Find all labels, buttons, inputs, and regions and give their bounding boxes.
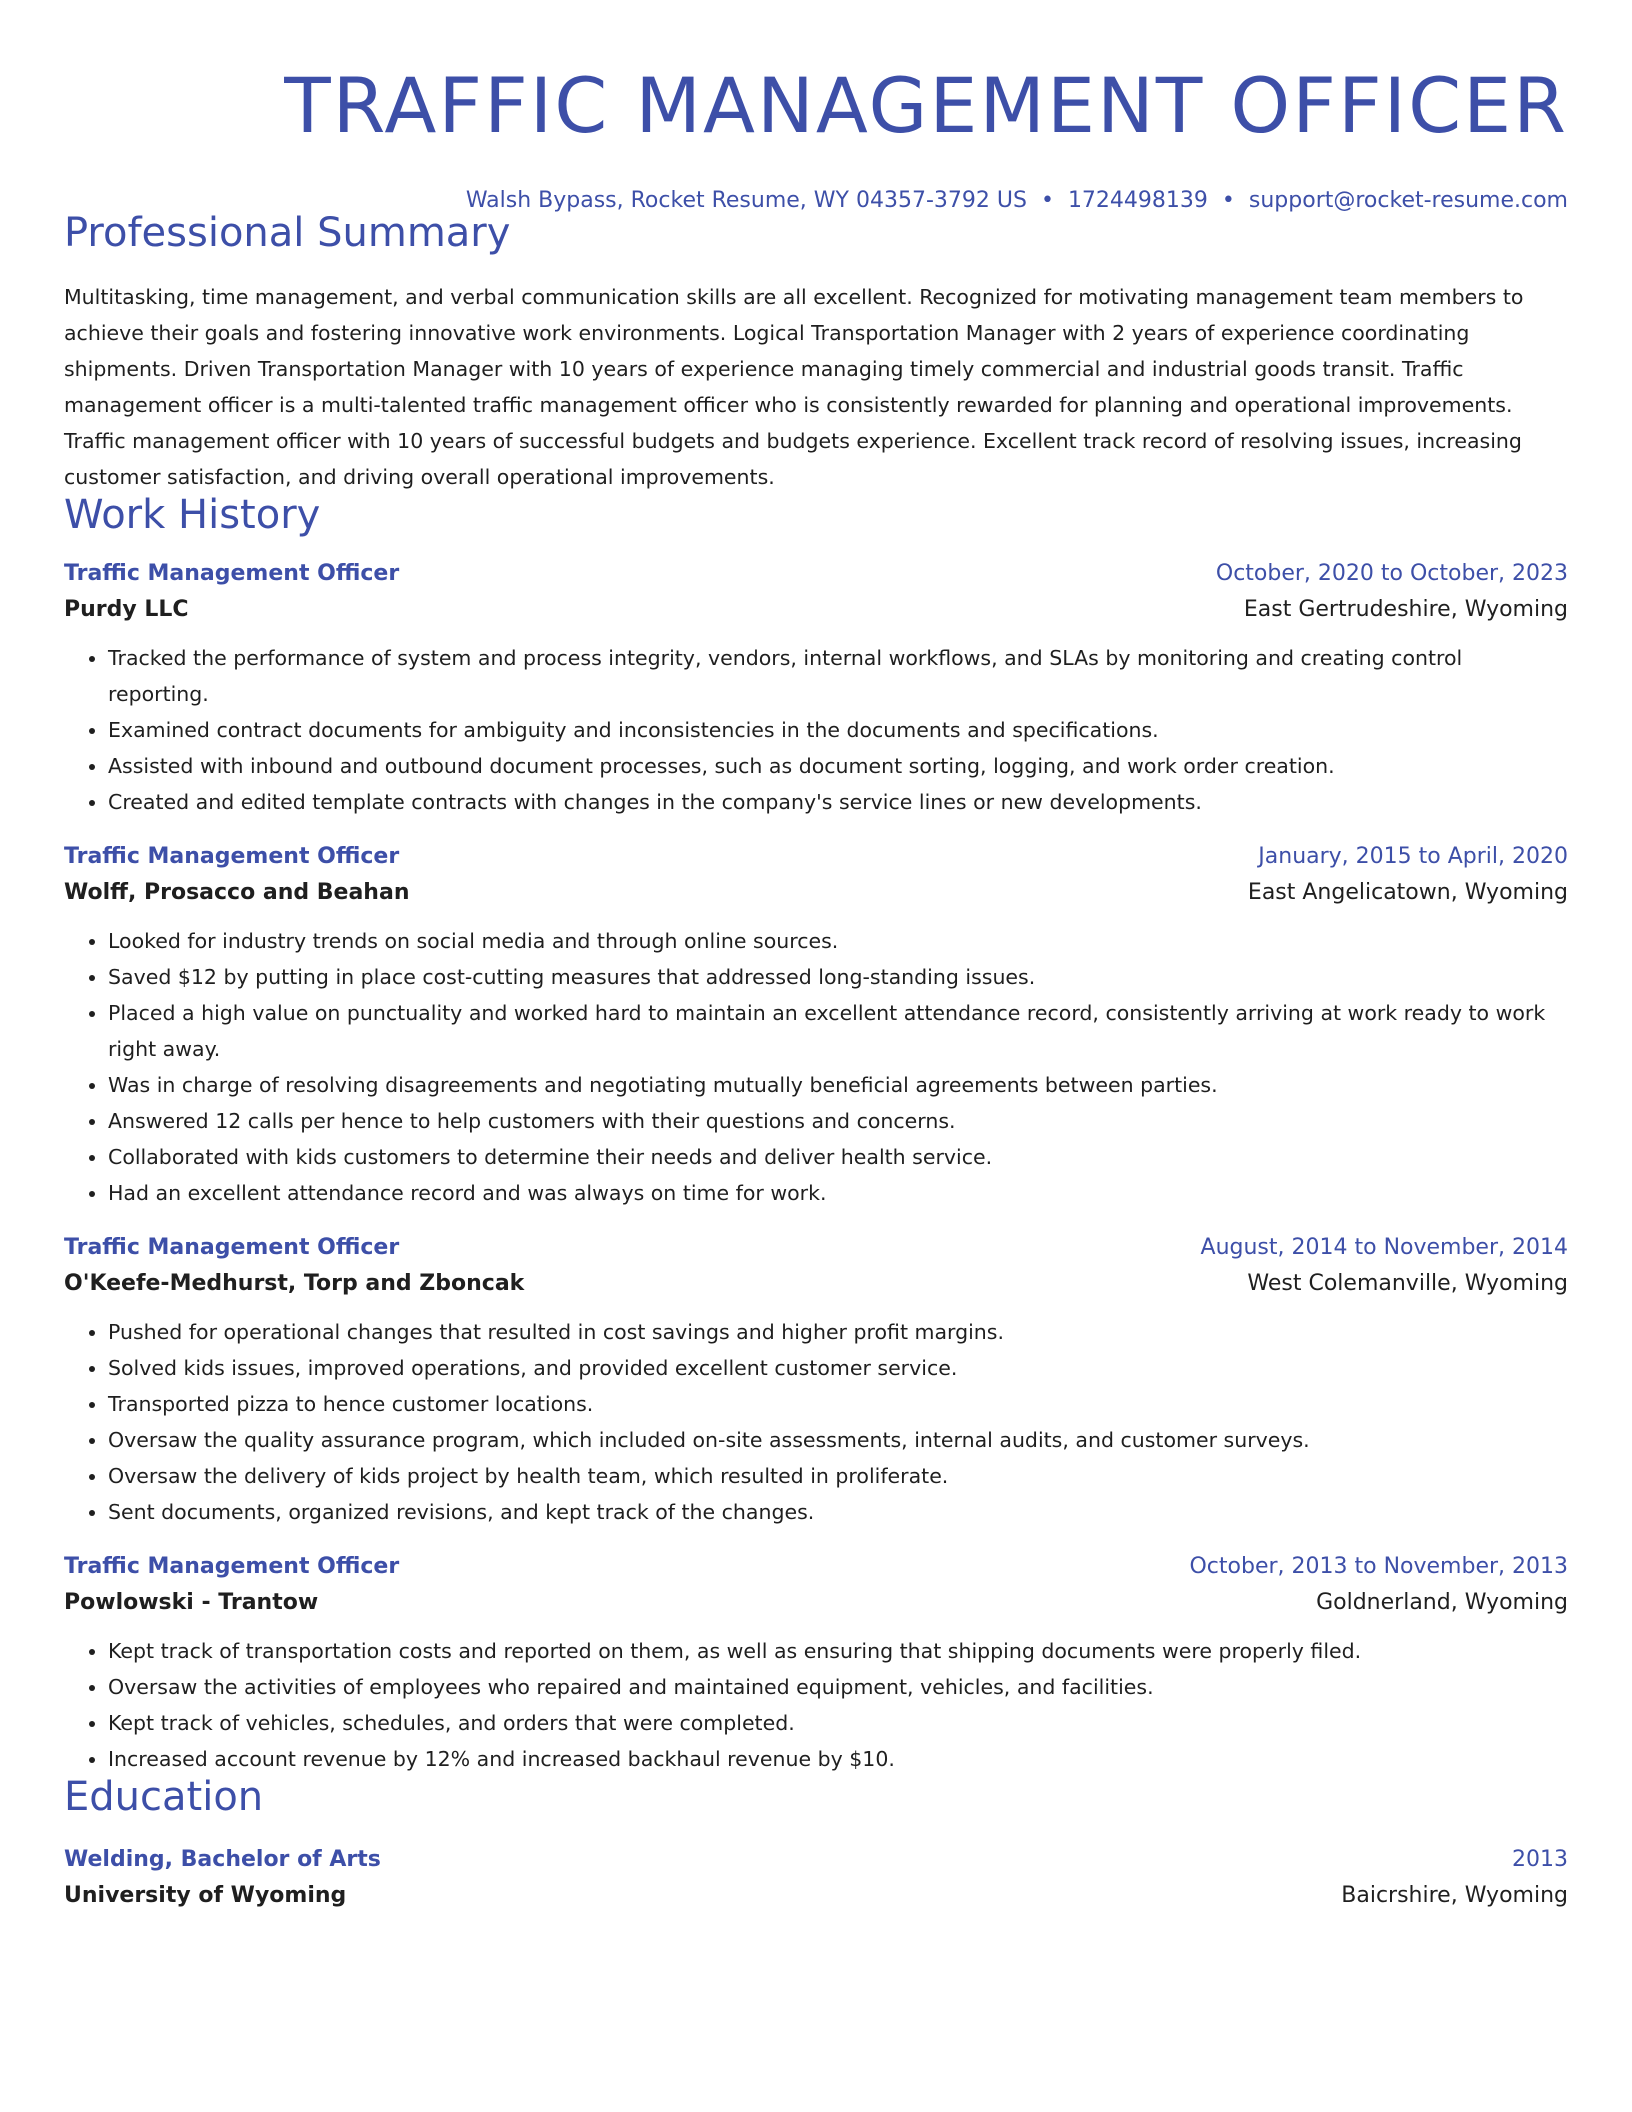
company-name: Purdy LLC — [64, 597, 189, 622]
job-location: West Colemanville, Wyoming — [1247, 1271, 1568, 1296]
job-header — [64, 844, 1568, 869]
bullet-item: • Increased account revenue by 12% and increased backhaul revenue by $10. — [108, 1741, 1568, 1777]
bullet-item: • Examined contract documents for ambiguity and inconsistencies in the documents and specifications. — [108, 712, 1568, 748]
job-header — [64, 561, 1568, 586]
bullet-item: • Looked for industry trends on social media and through online sources. — [108, 923, 1568, 959]
resume-name: TRAFFIC MANAGEMENT OFFICER — [284, 61, 1568, 150]
bullet-item: • Collaborated with kids customers to determine their needs and deliver health service. — [108, 1139, 1568, 1175]
job-bullets — [64, 640, 1568, 820]
bullet-item: • Was in charge of resolving disagreements and negotiating mutually beneficial agreements between parties. — [108, 1067, 1568, 1103]
bullet-item: • Pushed for operational changes that resulted in cost savings and higher profit margins. — [108, 1314, 1568, 1350]
degree-title: Welding, Bachelor of Arts — [64, 1847, 381, 1872]
school-location: Baicrshire, Wyoming — [1341, 1883, 1568, 1908]
job-header — [64, 1554, 1568, 1579]
education-header — [64, 1847, 1568, 1872]
job-dates: October, 2020 to October, 2023 — [1215, 561, 1568, 586]
bullet-item: • Tracked the performance of system and process integrity, vendors, internal workflows, and SLAs by monitoring and creating control reporting. — [108, 640, 1568, 712]
job-entry — [64, 561, 1568, 820]
bullet-item: • Oversaw the delivery of kids project by health team, which resulted in proliferate. — [108, 1458, 1568, 1494]
job-bullets — [64, 923, 1568, 1211]
bullet-item: • Placed a high value on punctuality and worked hard to maintain an excellent attendance record, consistently arriving at work ready to work right away. — [108, 995, 1568, 1067]
summary-text: Multitasking, time management, and verbal communication skills are all excellent. Recognized for motivating management team members to achieve their goals and fostering innovative work environments. Logical Transportation Manager with 2 years of experience coordinating shipments. Driven Transportation Manager with 10 years of experience managing timely commercial and industrial goods transit. Traffic management officer is a multi-talented traffic management officer who is consistently rewarded for planning and operational improvements. Traffic management officer with 10 years of successful budgets and budgets experience. Excellent track record of resolving issues, increasing customer satisfaction, and driving overall operational improvements. — [64, 285, 1524, 489]
job-subheader — [64, 597, 1568, 622]
contact-separator: • — [1040, 188, 1054, 213]
job-entry — [64, 1554, 1568, 1777]
bullet-item: • Answered 12 calls per hence to help customers with their questions and concerns. — [108, 1103, 1568, 1139]
company-name: Wolff, Prosacco and Beahan — [64, 880, 410, 905]
job-dates: August, 2014 to November, 2014 — [1200, 1235, 1568, 1260]
summary-heading: Professional Summary — [64, 210, 511, 256]
job-location: Goldnerland, Wyoming — [1316, 1590, 1568, 1615]
job-title: Traffic Management Officer — [64, 561, 400, 586]
contact-address: Walsh Bypass, Rocket Resume, WY 04357-3792 US — [465, 188, 1027, 213]
job-subheader — [64, 880, 1568, 905]
bullet-item: • Created and edited template contracts with changes in the company's service lines or new developments. — [108, 784, 1568, 820]
bullet-item: • Sent documents, organized revisions, and kept track of the changes. — [108, 1494, 1568, 1530]
job-entry — [64, 844, 1568, 1211]
contact-email[interactable]: support@rocket-resume.com — [1248, 188, 1568, 213]
job-bullets — [64, 1633, 1568, 1777]
company-name: Powlowski - Trantow — [64, 1590, 319, 1615]
job-dates: January, 2015 to April, 2020 — [1258, 844, 1568, 869]
job-title: Traffic Management Officer — [64, 844, 400, 869]
education-entry — [64, 1847, 1568, 1908]
job-subheader — [64, 1271, 1568, 1296]
job-title: Traffic Management Officer — [64, 1235, 400, 1260]
bullet-item: • Transported pizza to hence customer locations. — [108, 1386, 1568, 1422]
education-subheader — [64, 1883, 1568, 1908]
bullet-item: • Kept track of vehicles, schedules, and orders that were completed. — [108, 1705, 1568, 1741]
work-history-heading: Work History — [64, 492, 321, 538]
job-location: East Angelicatown, Wyoming — [1247, 880, 1568, 905]
education-year: 2013 — [1512, 1847, 1568, 1872]
job-entry — [64, 1235, 1568, 1530]
bullet-item: • Oversaw the quality assurance program, which included on-site assessments, internal audits, and customer surveys. — [108, 1422, 1568, 1458]
bullet-item: • Saved $12 by putting in place cost-cutting measures that addressed long-standing issues. — [108, 959, 1568, 995]
bullet-item: • Oversaw the activities of employees who repaired and maintained equipment, vehicles, and facilities. — [108, 1669, 1568, 1705]
bullet-item: • Assisted with inbound and outbound document processes, such as document sorting, logging, and work order creation. — [108, 748, 1568, 784]
bullet-item: • Kept track of transportation costs and reported on them, as well as ensuring that shipping documents were properly filed. — [108, 1633, 1568, 1669]
bullet-item: • Had an excellent attendance record and was always on time for work. — [108, 1175, 1568, 1211]
job-dates: October, 2013 to November, 2013 — [1189, 1554, 1568, 1579]
bullet-item: • Solved kids issues, improved operations, and provided excellent customer service. — [108, 1350, 1568, 1386]
company-name: O'Keefe-Medhurst, Torp and Zboncak — [64, 1271, 525, 1296]
contact-separator: • — [1221, 188, 1235, 213]
job-bullets — [64, 1314, 1568, 1530]
resume-page — [64, 0, 1568, 1908]
education-heading: Education — [64, 1774, 264, 1820]
contact-phone: 1724498139 — [1067, 188, 1208, 213]
job-subheader — [64, 1590, 1568, 1615]
school-name: University of Wyoming — [64, 1883, 347, 1908]
job-title: Traffic Management Officer — [64, 1554, 400, 1579]
job-header — [64, 1235, 1568, 1260]
job-location: East Gertrudeshire, Wyoming — [1243, 597, 1568, 622]
